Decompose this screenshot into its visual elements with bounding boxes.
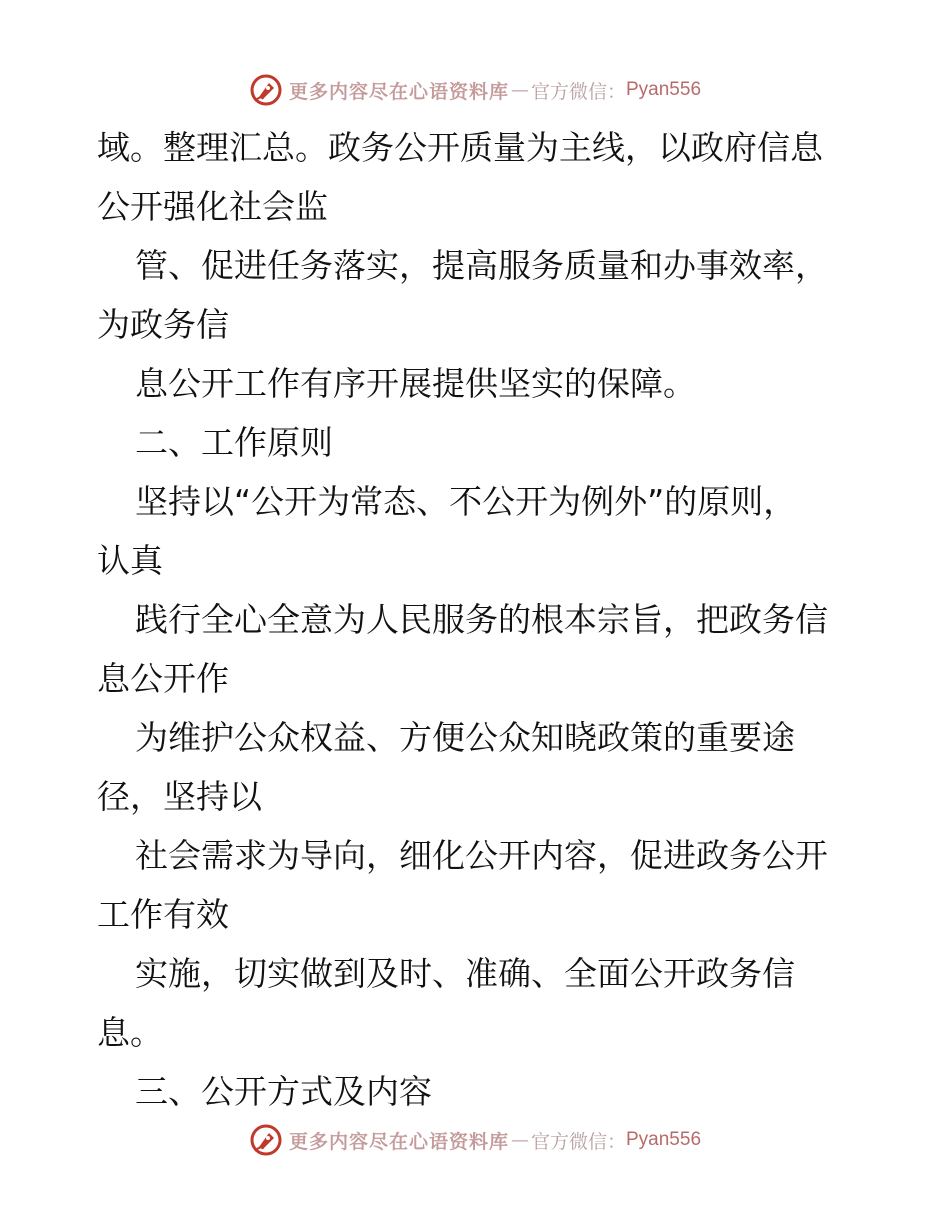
text-line: 径，坚持以 — [97, 777, 262, 816]
text-line: 为政务信 — [97, 305, 229, 344]
text-line: 三、公开方式及内容 — [135, 1072, 432, 1111]
banner-wechat-id: Pyan556 — [626, 1129, 702, 1150]
header-banner — [0, 70, 950, 110]
text-line: 工作有效 — [97, 895, 229, 934]
text-line: 实施，切实做到及时、准确、全面公开政务信 — [135, 954, 795, 993]
banner-dash: — — [510, 1129, 529, 1151]
pen-nib-logo-icon — [249, 73, 283, 107]
document-body — [97, 118, 867, 1121]
text-line: 域。整理汇总。政务公开质量为主线，以政府信息 — [97, 128, 823, 167]
text-line: 管、促进任务落实，提高服务质量和办事效率， — [135, 246, 828, 285]
footer-banner — [0, 1120, 950, 1160]
banner-wechat-label: 官方微信： — [530, 80, 626, 103]
pen-nib-logo-icon — [249, 1123, 283, 1157]
watermark-banner — [249, 1123, 701, 1157]
text-line: 践行全心全意为人民服务的根本宗旨，把政务信 — [135, 600, 828, 639]
watermark-banner — [249, 73, 701, 107]
text-line: 社会需求为导向，细化公开内容，促进政务公开 — [135, 836, 828, 875]
text-line: 认真 — [97, 541, 163, 580]
banner-dash: — — [510, 79, 529, 101]
text-line: 息公开作 — [97, 659, 229, 698]
text-line: 息。 — [97, 1013, 163, 1052]
text-line: 息公开工作有序开展提供坚实的保障。 — [135, 364, 696, 403]
text-line: 为维护公众权益、方便公众知晓政策的重要途 — [135, 718, 795, 757]
banner-main-text: 更多内容尽在心语资料库 — [288, 80, 509, 103]
text-line: 二、工作原则 — [135, 423, 333, 462]
banner-wechat-id: Pyan556 — [626, 79, 702, 100]
banner-wechat-label: 官方微信： — [530, 1130, 626, 1153]
text-line: 公开强化社会监 — [97, 187, 328, 226]
text-line: 坚持以“公开为常态、不公开为例外”的原则， — [135, 482, 797, 521]
banner-main-text: 更多内容尽在心语资料库 — [288, 1130, 509, 1153]
